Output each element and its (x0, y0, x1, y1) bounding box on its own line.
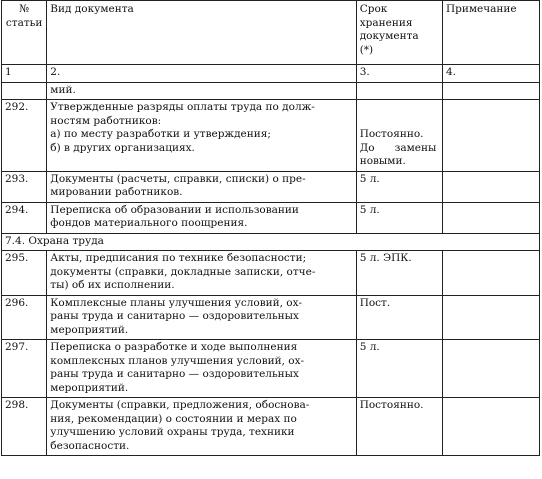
retention-term: 5 л. (356, 171, 442, 202)
header-note: Примечание (442, 1, 539, 65)
note (442, 340, 539, 398)
continuation-row (2, 82, 540, 100)
header-article-number-line: № (19, 3, 30, 15)
document-type (47, 251, 356, 296)
article-number: 296. (2, 295, 47, 340)
retention-term: 5 л. (356, 340, 442, 398)
document-type-line: раны труда и санитарно — оздоровительных (50, 368, 299, 380)
document-type-line: мероприятий. (50, 381, 129, 394)
document-type (47, 340, 356, 398)
document-type-line: раны труда и санитарно — оздоровительных (50, 310, 299, 322)
table-row (2, 251, 540, 296)
table-row (2, 295, 540, 340)
header-article-number (2, 1, 47, 65)
header-retention-line: документа (359, 30, 419, 42)
document-type-line: безопасности. (50, 439, 130, 452)
document-type-line: комплексных планов улучшения условий, ох- (50, 354, 305, 367)
retention-term-line: Постоянно. (359, 128, 424, 140)
document-type (47, 398, 356, 456)
article-number: 298. (2, 398, 47, 456)
document-type-line: ния, рекомендации) о состоянии и мерах по (50, 412, 297, 425)
document-type-line: Переписка о разработке и ходе выполнения (50, 341, 298, 353)
document-type (47, 100, 356, 172)
document-type-line: Документы (справки, предложения, обоснова- (50, 399, 310, 411)
retention-term: Пост. (356, 295, 442, 340)
header-article-number-line: статьи (5, 16, 43, 29)
column-number: 1 (2, 65, 47, 83)
header-retention-line: хранения (359, 16, 413, 29)
column-number: 3. (356, 65, 442, 83)
table-cell-empty (2, 82, 47, 100)
table-cell-empty (442, 82, 539, 100)
document-type (47, 295, 356, 340)
retention-term: Постоянно. (356, 398, 442, 456)
retention-term-line: До замены (359, 141, 437, 154)
column-number: 2. (47, 65, 356, 83)
document-type-line: документы (справки, докладные записки, отче- (50, 265, 316, 278)
retention-term-line: новыми. (359, 155, 406, 167)
header-retention-term (356, 1, 442, 65)
table-row (2, 100, 540, 172)
document-type-line: б) в других организациях. (50, 141, 195, 154)
document-table (1, 0, 540, 456)
document-type-line: ностям работников: (50, 114, 162, 127)
article-number: 297. (2, 340, 47, 398)
note (442, 295, 539, 340)
article-number: 295. (2, 251, 47, 296)
retention-term-line (360, 101, 439, 115)
retention-term: 5 л. ЭПК. (356, 251, 442, 296)
document-type-line: ты) об их исполнении. (50, 279, 175, 291)
note (442, 202, 539, 233)
retention-term-line (360, 115, 439, 129)
continuation-text: мий. (47, 82, 356, 100)
document-type-line: улучшению условий охраны труда, техники (50, 426, 295, 438)
table-row (2, 340, 540, 398)
article-number: 292. (2, 100, 47, 172)
column-number: 4. (442, 65, 539, 83)
header-document-type: Вид документа (47, 1, 356, 65)
retention-term: 5 л. (356, 202, 442, 233)
article-number: 294. (2, 202, 47, 233)
document-type-line: фондов материального поощрения. (50, 217, 248, 229)
column-numbers-row (2, 65, 540, 83)
table-row (2, 171, 540, 202)
section-title: 7.4. Охрана труда (2, 233, 540, 251)
retention-term (356, 100, 442, 172)
document-type-line: мероприятий. (50, 323, 129, 336)
document-type-line: мировании работников. (50, 186, 183, 198)
document-type-line: а) по месту разработки и утверждения; (50, 128, 271, 140)
document-type-line: Утвержденные разряды оплаты труда по долж- (50, 101, 315, 113)
note (442, 171, 539, 202)
header-retention-line: (*) (359, 43, 374, 56)
document-type (47, 171, 356, 202)
article-number: 293. (2, 171, 47, 202)
document-type-line: Документы (расчеты, справки, списки) о пре- (50, 172, 306, 185)
document-type-line: Комплексные планы улучшения условий, ох- (50, 296, 303, 309)
note (442, 251, 539, 296)
table-cell-empty (356, 82, 442, 100)
document-type (47, 202, 356, 233)
note (442, 398, 539, 456)
note (442, 100, 539, 172)
document-type-line: Переписка об образовании и использовании (50, 203, 299, 216)
section-row (2, 233, 540, 251)
header-row (2, 1, 540, 65)
table-row (2, 202, 540, 233)
header-retention-line: Срок (359, 3, 388, 15)
table-row (2, 398, 540, 456)
document-type-line: Акты, предписания по технике безопасности; (50, 252, 307, 264)
